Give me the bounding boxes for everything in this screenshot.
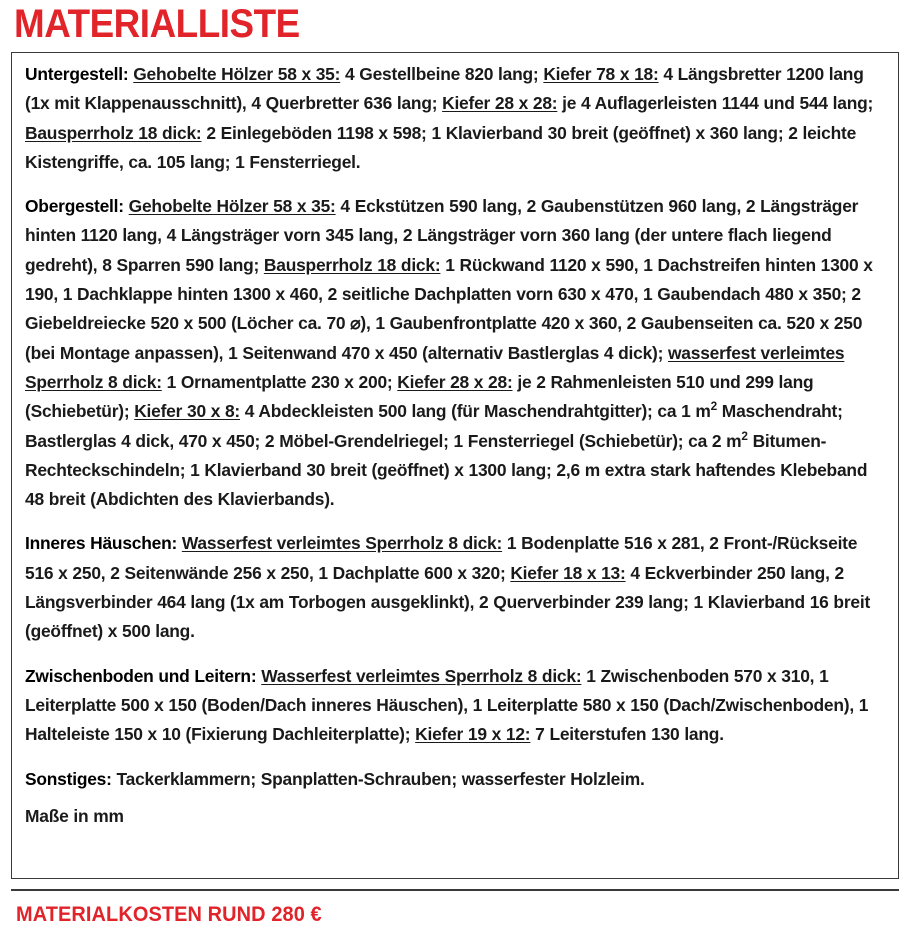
material-spec: Bausperrholz 18 dick: [25, 122, 202, 143]
material-items: 4 Abdeckleisten 500 lang (für Maschendrahtgitter); ca 1 $m^2$ Maschendraht; Bastlerglas 4 dick, 470 x 450; 2 Möbel-Grendelriegel; 1 Fensterriegel (Schiebetür); ca 2 $m^2$ Bitumen-Rechteckschindeln; 1 Klavierband 30 breit (geöffnet) x 1300 lang; 2,6 m extra stark haftendes Klebeband 48 breit (Abdichten des Klavierbands). [25, 399, 868, 510]
material-spec: Kiefer 18 x 13: [510, 562, 626, 583]
section-sonstiges [25, 765, 885, 794]
material-spec: Wasserfest verleimtes Sperrholz 8 dick: [181, 533, 503, 554]
material-items: 4 Eckverbinder 250 lang, 2 Längsverbinder 464 lang (1x am Torbogen ausgeklinkt), 2 Querverbinder 239 lang; 1 Klavierband 16 breit (geöffnet) x 500 lang. [25, 562, 871, 642]
material-spec: wasserfest verleimtes Sperrholz 8 dick: [25, 342, 845, 392]
materials-list-box [11, 52, 899, 879]
units-note: Maße in mm [25, 805, 124, 826]
footer-divider [11, 889, 899, 891]
section-label: Sonstiges: [25, 768, 112, 789]
material-items: 4 Eckstützen 590 lang, 2 Gaubenstützen 960 lang, 2 Längsträger hinten 1120 lang, 4 Längsträger vorn 345 lang, 2 Längsträger vorn 360 lang (der untere flach liegend gedreht), 8 Sparren 590 lang; [25, 196, 859, 275]
material-spec: Kiefer 30 x 8: [134, 401, 240, 422]
page-title: MATERIALLISTE [14, 2, 300, 46]
material-items: 7 Leiterstufen 130 lang. [530, 724, 724, 745]
material-spec: Kiefer 78 x 18: [543, 64, 659, 84]
section-label: Untergestell: [25, 64, 129, 84]
material-items: 1 Bodenplatte 516 x 281, 2 Front-/Rückseite 516 x 250, 2 Seitenwände 256 x 250, 1 Dachplatte 600 x 320; [25, 533, 858, 583]
section-obergestell [25, 192, 885, 514]
material-items: je 2 Rahmenleisten 510 und 299 lang (Schiebetür); [25, 371, 814, 422]
material-items: 4 Längsbretter 1200 lang (1x mit Klappenausschnitt), 4 Querbretter 636 lang; [25, 64, 864, 114]
material-cost-footer: MATERIALKOSTEN RUND 280 € [16, 903, 322, 926]
section-inneres-haeuschen [25, 529, 885, 646]
material-spec: Bausperrholz 18 dick: [263, 254, 441, 275]
section-zwischenboden-leitern [25, 662, 885, 750]
material-spec: Gehobelte Hölzer 58 x 35: [128, 196, 336, 217]
material-items: 4 Gestellbeine 820 lang; [340, 64, 544, 84]
material-items: 1 Rückwand 1120 x 590, 1 Dachstreifen hinten 1300 x 190, 1 Dachklappe hinten 1300 x 460, 2 seitliche Dachplatten vorn 630 x 470, 1 Gaubendach 480 x 350; 2 Giebeldreiecke 520 x 500 (Löcher ca. 70 ⌀), 1 Gaubenfrontplatte 420 x 360, 2 Gaubenseiten ca. 520 x 250 (bei Montage anpassen), 1 Seitenwand 470 x 450 (alternativ Bastlerglas 4 dick); [25, 254, 873, 363]
section-label: Inneres Häuschen: [25, 533, 178, 554]
material-items: je 4 Auflagerleisten 1144 und 544 lang; [557, 93, 874, 114]
material-spec: Kiefer 28 x 28: [442, 93, 558, 114]
material-spec: Gehobelte Hölzer 58 x 35: [133, 64, 341, 84]
section-label: Zwischenboden und Leitern: [25, 665, 257, 686]
material-spec: Wasserfest verleimtes Sperrholz 8 dick: [261, 665, 582, 686]
material-items: 2 Einlegeböden 1198 x 598; 1 Klavierband 30 breit (geöffnet) x 360 lang; 2 leichte Kistengriffe, ca. 105 lang; 1 Fensterriegel. [25, 122, 857, 172]
section-label: Obergestell: [25, 196, 124, 217]
section-untergestell [25, 60, 885, 177]
material-spec: Kiefer 28 x 28: [397, 371, 513, 392]
material-items: 1 Zwischenboden 570 x 310, 1 Leiterplatte 500 x 150 (Boden/Dach inneres Häuschen), 1 Leiterplatte 580 x 150 (Dach/Zwischenboden), 1 Halteleiste 150 x 10 (Fixierung Dachleiterplatte); [25, 665, 869, 745]
material-items: Tackerklammern; Spanplatten-Schrauben; wasserfester Holzleim. [111, 768, 645, 789]
material-spec: Kiefer 19 x 12: [415, 724, 531, 745]
material-items: 1 Ornamentplatte 230 x 200; [161, 371, 398, 392]
